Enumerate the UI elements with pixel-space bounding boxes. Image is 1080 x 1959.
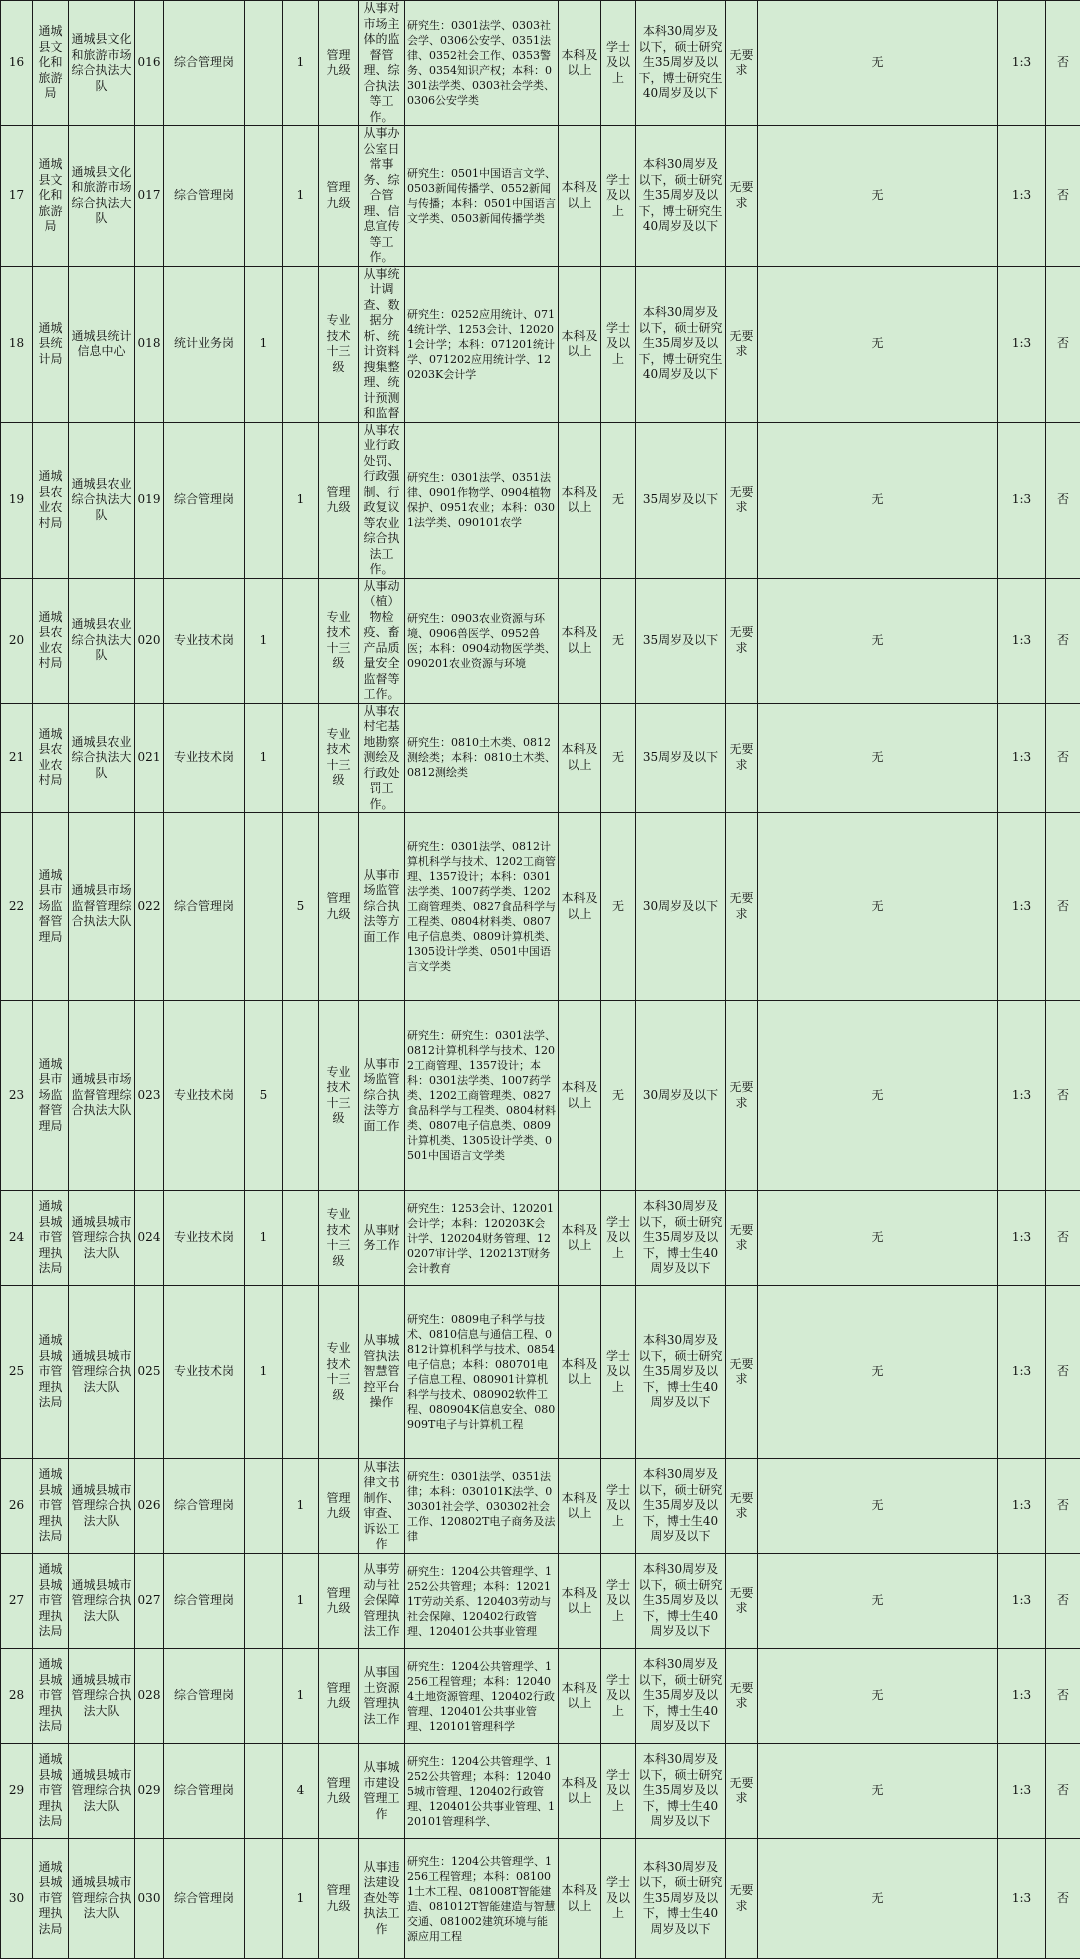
political-requirement: 无要求 [726,266,758,422]
table-row [1,1001,1080,1191]
exam-ratio: 1:3 [998,1744,1046,1839]
row-number: 26 [1,1459,33,1554]
table-row [1,813,1080,1001]
post-level: 管理九级 [319,1,359,126]
age-requirement: 本科30周岁及以下，硕士研究生35周岁及以下，博士生40周岁及以下 [636,1744,726,1839]
department-name: 通城县农业农村局 [33,703,69,813]
major-requirement: 研究生：1204公共管理学、1252公共管理；本科：120405城市管理、120402行政管理、120401公共事业管理、120101管理科学、 [405,1744,559,1839]
headcount-management: 1 [283,1839,319,1959]
political-requirement: 无要求 [726,1001,758,1191]
unit-name: 通城县城市管理综合执法大队 [69,1839,135,1959]
post-level: 专业技术十三级 [319,703,359,813]
other-requirement: 无 [758,1554,998,1649]
row-number: 27 [1,1554,33,1649]
unit-name: 通城县农业综合执法大队 [69,578,135,703]
post-code: 016 [135,1,164,126]
exam-ratio: 1:3 [998,422,1046,578]
table-row [1,578,1080,703]
post-level: 专业技术十三级 [319,578,359,703]
headcount-professional [245,1649,283,1744]
professional-test: 否 [1046,703,1080,813]
row-number: 22 [1,813,33,1001]
political-requirement: 无要求 [726,126,758,267]
table-row [1,1649,1080,1744]
age-requirement: 本科30周岁及以下，硕士研究生35周岁及以下，博士生40周岁及以下 [636,1286,726,1459]
post-name: 综合管理岗 [164,1,245,126]
age-requirement: 本科30周岁及以下，硕士研究生35周岁及以下，博士研究生40周岁及以下 [636,126,726,267]
headcount-management: 5 [283,813,319,1001]
education-requirement: 本科及以上 [559,1286,601,1459]
post-code: 024 [135,1191,164,1286]
other-requirement: 无 [758,1459,998,1554]
major-requirement: 研究生：研究生：0301法学、0812计算机科学与技术、1202工商管理、1357设计；本科：0301法学类、1007药学类、1202工商管理类、0827食品科学与工程类、0804材料类、0807电子信息类、0809计算机类、1305设计学类、0501中国语言文学类 [405,1001,559,1191]
professional-test: 否 [1046,1554,1080,1649]
post-code: 026 [135,1459,164,1554]
job-duty: 从事财务工作 [359,1191,405,1286]
job-duty: 从事市场监管综合执法等方面工作 [359,813,405,1001]
headcount-professional [245,1459,283,1554]
political-requirement: 无要求 [726,578,758,703]
post-code: 028 [135,1649,164,1744]
headcount-professional [245,813,283,1001]
major-requirement: 研究生：0501中国语言文学、0503新闻传播学、0552新闻与传播；本科：0501中国语言文学类、0503新闻传播学类 [405,126,559,267]
exam-ratio: 1:3 [998,703,1046,813]
professional-test: 否 [1046,1459,1080,1554]
other-requirement: 无 [758,1839,998,1959]
post-name: 综合管理岗 [164,813,245,1001]
political-requirement: 无要求 [726,1191,758,1286]
department-name: 通城县城市管理执法局 [33,1744,69,1839]
other-requirement: 无 [758,1649,998,1744]
row-number: 21 [1,703,33,813]
headcount-management [283,1001,319,1191]
degree-requirement: 学士及以上 [601,266,636,422]
degree-requirement: 学士及以上 [601,126,636,267]
professional-test: 否 [1046,266,1080,422]
professional-test: 否 [1046,126,1080,267]
unit-name: 通城县统计信息中心 [69,266,135,422]
job-duty: 从事违法建设查处等执法工作 [359,1839,405,1959]
professional-test: 否 [1046,1001,1080,1191]
education-requirement: 本科及以上 [559,1839,601,1959]
degree-requirement: 学士及以上 [601,1554,636,1649]
age-requirement: 本科30周岁及以下，硕士研究生35周岁及以下，博士生40周岁及以下 [636,1554,726,1649]
post-code: 020 [135,578,164,703]
major-requirement: 研究生：0301法学、0303社会学、0306公安学、0351法律、0352社会工作、0353警务、0354知识产权；本科：0301法学类、0303社会学类、0306公安学类 [405,1,559,126]
post-name: 综合管理岗 [164,126,245,267]
unit-name: 通城县城市管理综合执法大队 [69,1459,135,1554]
headcount-professional: 1 [245,703,283,813]
degree-requirement: 无 [601,1001,636,1191]
professional-test: 否 [1046,1649,1080,1744]
row-number: 23 [1,1001,33,1191]
degree-requirement: 无 [601,813,636,1001]
major-requirement: 研究生：0903农业资源与环境、0906兽医学、0952兽医；本科：0904动物医学类、090201农业资源与环境 [405,578,559,703]
exam-ratio: 1:3 [998,1191,1046,1286]
degree-requirement: 无 [601,703,636,813]
post-name: 综合管理岗 [164,1459,245,1554]
education-requirement: 本科及以上 [559,1649,601,1744]
row-number: 19 [1,422,33,578]
headcount-professional [245,1744,283,1839]
unit-name: 通城县城市管理综合执法大队 [69,1554,135,1649]
degree-requirement: 学士及以上 [601,1744,636,1839]
other-requirement: 无 [758,422,998,578]
post-code: 017 [135,126,164,267]
job-duty: 从事劳动与社会保障管理执法工作 [359,1554,405,1649]
headcount-management: 1 [283,422,319,578]
table-row [1,1554,1080,1649]
row-number: 25 [1,1286,33,1459]
major-requirement: 研究生：0809电子科学与技术、0810信息与通信工程、0812计算机科学与技术、0854电子信息；本科：080701电子信息工程、080901计算机科学与技术、080902软件工程、080904K信息安全、080909T电子与计算机工程 [405,1286,559,1459]
exam-ratio: 1:3 [998,1001,1046,1191]
education-requirement: 本科及以上 [559,1001,601,1191]
department-name: 通城县城市管理执法局 [33,1554,69,1649]
degree-requirement: 学士及以上 [601,1649,636,1744]
unit-name: 通城县文化和旅游市场综合执法大队 [69,1,135,126]
other-requirement: 无 [758,578,998,703]
professional-test: 否 [1046,1286,1080,1459]
political-requirement: 无要求 [726,1839,758,1959]
post-level: 管理九级 [319,813,359,1001]
other-requirement: 无 [758,1,998,126]
professional-test: 否 [1046,813,1080,1001]
post-level: 管理九级 [319,1554,359,1649]
post-code: 027 [135,1554,164,1649]
headcount-management: 1 [283,126,319,267]
unit-name: 通城县城市管理综合执法大队 [69,1286,135,1459]
headcount-professional: 5 [245,1001,283,1191]
major-requirement: 研究生：0301法学、0351法律、0901作物学、0904植物保护、0951农业；本科：0301法学类、090101农学 [405,422,559,578]
exam-ratio: 1:3 [998,1839,1046,1959]
job-duty: 从事城市建设管理工作 [359,1744,405,1839]
headcount-professional [245,1,283,126]
headcount-professional: 1 [245,266,283,422]
table-row [1,1191,1080,1286]
department-name: 通城县城市管理执法局 [33,1191,69,1286]
table-row [1,1744,1080,1839]
unit-name: 通城县城市管理综合执法大队 [69,1649,135,1744]
post-code: 030 [135,1839,164,1959]
political-requirement: 无要求 [726,1744,758,1839]
education-requirement: 本科及以上 [559,1554,601,1649]
post-name: 综合管理岗 [164,422,245,578]
post-name: 专业技术岗 [164,1191,245,1286]
age-requirement: 30周岁及以下 [636,1001,726,1191]
degree-requirement: 学士及以上 [601,1286,636,1459]
post-name: 综合管理岗 [164,1554,245,1649]
table-row [1,266,1080,422]
education-requirement: 本科及以上 [559,1,601,126]
other-requirement: 无 [758,1191,998,1286]
headcount-management [283,266,319,422]
row-number: 20 [1,578,33,703]
exam-ratio: 1:3 [998,1554,1046,1649]
exam-ratio: 1:3 [998,266,1046,422]
education-requirement: 本科及以上 [559,703,601,813]
age-requirement: 本科30周岁及以下，硕士研究生35周岁及以下，博士生40周岁及以下 [636,1649,726,1744]
age-requirement: 本科30周岁及以下，硕士研究生35周岁及以下，博士研究生40周岁及以下 [636,1,726,126]
headcount-professional: 1 [245,1286,283,1459]
political-requirement: 无要求 [726,1649,758,1744]
political-requirement: 无要求 [726,1459,758,1554]
headcount-professional [245,1554,283,1649]
table-row [1,1,1080,126]
unit-name: 通城县城市管理综合执法大队 [69,1744,135,1839]
headcount-management [283,1286,319,1459]
other-requirement: 无 [758,1286,998,1459]
headcount-management [283,578,319,703]
table-row [1,1459,1080,1554]
age-requirement: 本科30周岁及以下，硕士研究生35周岁及以下，博士生40周岁及以下 [636,1839,726,1959]
age-requirement: 本科30周岁及以下，硕士研究生35周岁及以下，博士生40周岁及以下 [636,1191,726,1286]
department-name: 通城县市场监督管理局 [33,1001,69,1191]
headcount-management: 1 [283,1554,319,1649]
education-requirement: 本科及以上 [559,1459,601,1554]
job-duty: 从事法律文书制作、审查、诉讼工作 [359,1459,405,1554]
exam-ratio: 1:3 [998,1649,1046,1744]
professional-test: 否 [1046,422,1080,578]
exam-ratio: 1:3 [998,1459,1046,1554]
major-requirement: 研究生：1204公共管理学、1256工程管理；本科：081001土木工程、081008T智能建造、081012T智能建造与智慧交通、081002建筑环境与能源应用工程 [405,1839,559,1959]
political-requirement: 无要求 [726,703,758,813]
education-requirement: 本科及以上 [559,578,601,703]
post-code: 021 [135,703,164,813]
exam-ratio: 1:3 [998,1286,1046,1459]
major-requirement: 研究生：0301法学、0812计算机科学与技术、1202工商管理、1357设计；本科：0301法学类、1007药学类、1202工商管理类、0827食品科学与工程类、0804材料类、0807电子信息类、0809计算机类、1305设计学类、0501中国语言文学类 [405,813,559,1001]
job-duty: 从事农村宅基地勘察测绘及行政处罚工作。 [359,703,405,813]
department-name: 通城县统计局 [33,266,69,422]
job-duty: 从事动（植）物检疫、畜产品质量安全监督等工作。 [359,578,405,703]
headcount-management: 1 [283,1,319,126]
political-requirement: 无要求 [726,422,758,578]
major-requirement: 研究生：1253会计、120201会计学；本科：120203K会计学、120204财务管理、120207审计学、120213T财务会计教育 [405,1191,559,1286]
age-requirement: 本科30周岁及以下，硕士研究生35周岁及以下，博士研究生40周岁及以下 [636,266,726,422]
job-duty: 从事对市场主体的监督管理、综合执法等工作。 [359,1,405,126]
other-requirement: 无 [758,1744,998,1839]
unit-name: 通城县农业综合执法大队 [69,422,135,578]
row-number: 18 [1,266,33,422]
education-requirement: 本科及以上 [559,126,601,267]
post-name: 专业技术岗 [164,1286,245,1459]
headcount-management: 1 [283,1459,319,1554]
post-code: 023 [135,1001,164,1191]
headcount-professional [245,1839,283,1959]
row-number: 17 [1,126,33,267]
unit-name: 通城县市场监督管理综合执法大队 [69,813,135,1001]
unit-name: 通城县农业综合执法大队 [69,703,135,813]
professional-test: 否 [1046,578,1080,703]
post-name: 综合管理岗 [164,1744,245,1839]
table-row [1,703,1080,813]
age-requirement: 30周岁及以下 [636,813,726,1001]
row-number: 16 [1,1,33,126]
post-level: 专业技术十三级 [319,1001,359,1191]
table-row [1,126,1080,267]
major-requirement: 研究生：1204公共管理学、1256工程管理；本科：120404土地资源管理、120402行政管理、120401公共事业管理、120101管理科学 [405,1649,559,1744]
other-requirement: 无 [758,1001,998,1191]
exam-ratio: 1:3 [998,1,1046,126]
post-name: 综合管理岗 [164,1649,245,1744]
job-duty: 从事市场监管综合执法等方面工作 [359,1001,405,1191]
major-requirement: 研究生：1204公共管理学、1252公共管理；本科：120211T劳动关系、120403劳动与社会保障、120402行政管理、120401公共事业管理 [405,1554,559,1649]
row-number: 24 [1,1191,33,1286]
professional-test: 否 [1046,1839,1080,1959]
age-requirement: 35周岁及以下 [636,578,726,703]
post-level: 管理九级 [319,1649,359,1744]
unit-name: 通城县文化和旅游市场综合执法大队 [69,126,135,267]
post-level: 管理九级 [319,1839,359,1959]
job-duty: 从事统计调查、数据分析、统计资料搜集整理、统计预测和监督 [359,266,405,422]
degree-requirement: 学士及以上 [601,1,636,126]
department-name: 通城县城市管理执法局 [33,1459,69,1554]
post-name: 专业技术岗 [164,703,245,813]
job-duty: 从事办公室日常事务、综合管理、信息宣传等工作。 [359,126,405,267]
department-name: 通城县城市管理执法局 [33,1839,69,1959]
major-requirement: 研究生：0301法学、0351法律；本科：030101K法学、030301社会学、030302社会工作、120802T电子商务及法律 [405,1459,559,1554]
post-level: 专业技术十三级 [319,1191,359,1286]
age-requirement: 本科30周岁及以下，硕士研究生35周岁及以下，博士生40周岁及以下 [636,1459,726,1554]
row-number: 29 [1,1744,33,1839]
major-requirement: 研究生：0810土木类、0812测绘类；本科：0810土木类、0812测绘类 [405,703,559,813]
degree-requirement: 无 [601,422,636,578]
post-name: 综合管理岗 [164,1839,245,1959]
post-code: 019 [135,422,164,578]
table-row [1,1839,1080,1959]
table-row [1,422,1080,578]
post-level: 管理九级 [319,1459,359,1554]
job-duty: 从事农业行政处罚、行政强制、行政复议等农业综合执法工作。 [359,422,405,578]
degree-requirement: 学士及以上 [601,1459,636,1554]
post-code: 022 [135,813,164,1001]
post-code: 025 [135,1286,164,1459]
department-name: 通城县文化和旅游局 [33,126,69,267]
department-name: 通城县农业农村局 [33,422,69,578]
headcount-professional: 1 [245,578,283,703]
department-name: 通城县文化和旅游局 [33,1,69,126]
degree-requirement: 无 [601,578,636,703]
post-code: 029 [135,1744,164,1839]
education-requirement: 本科及以上 [559,422,601,578]
education-requirement: 本科及以上 [559,1191,601,1286]
headcount-professional [245,422,283,578]
unit-name: 通城县市场监督管理综合执法大队 [69,1001,135,1191]
other-requirement: 无 [758,703,998,813]
table-row [1,1286,1080,1459]
major-requirement: 研究生：0252应用统计、0714统计学、1253会计、120201会计学；本科：071201统计学、071202应用统计学、120203K会计学 [405,266,559,422]
education-requirement: 本科及以上 [559,813,601,1001]
row-number: 28 [1,1649,33,1744]
department-name: 通城县市场监督管理局 [33,813,69,1001]
job-duty: 从事国土资源管理执法工作 [359,1649,405,1744]
education-requirement: 本科及以上 [559,1744,601,1839]
unit-name: 通城县城市管理综合执法大队 [69,1191,135,1286]
education-requirement: 本科及以上 [559,266,601,422]
headcount-management: 4 [283,1744,319,1839]
post-level: 专业技术十三级 [319,266,359,422]
political-requirement: 无要求 [726,813,758,1001]
job-duty: 从事城管执法智慧管控平台操作 [359,1286,405,1459]
exam-ratio: 1:3 [998,813,1046,1001]
post-level: 管理九级 [319,1744,359,1839]
political-requirement: 无要求 [726,1286,758,1459]
post-level: 管理九级 [319,126,359,267]
post-level: 专业技术十三级 [319,1286,359,1459]
age-requirement: 35周岁及以下 [636,422,726,578]
other-requirement: 无 [758,266,998,422]
headcount-management: 1 [283,1649,319,1744]
other-requirement: 无 [758,126,998,267]
other-requirement: 无 [758,813,998,1001]
professional-test: 否 [1046,1191,1080,1286]
exam-ratio: 1:3 [998,126,1046,267]
department-name: 通城县城市管理执法局 [33,1649,69,1744]
political-requirement: 无要求 [726,1554,758,1649]
department-name: 通城县城市管理执法局 [33,1286,69,1459]
exam-ratio: 1:3 [998,578,1046,703]
degree-requirement: 学士及以上 [601,1191,636,1286]
degree-requirement: 学士及以上 [601,1839,636,1959]
professional-test: 否 [1046,1744,1080,1839]
political-requirement: 无要求 [726,1,758,126]
department-name: 通城县农业农村局 [33,578,69,703]
headcount-professional: 1 [245,1191,283,1286]
professional-test: 否 [1046,1,1080,126]
post-level: 管理九级 [319,422,359,578]
age-requirement: 35周岁及以下 [636,703,726,813]
post-code: 018 [135,266,164,422]
headcount-professional [245,126,283,267]
row-number: 30 [1,1839,33,1959]
headcount-management [283,1191,319,1286]
post-name: 统计业务岗 [164,266,245,422]
headcount-management [283,703,319,813]
post-name: 专业技术岗 [164,578,245,703]
post-name: 专业技术岗 [164,1001,245,1191]
